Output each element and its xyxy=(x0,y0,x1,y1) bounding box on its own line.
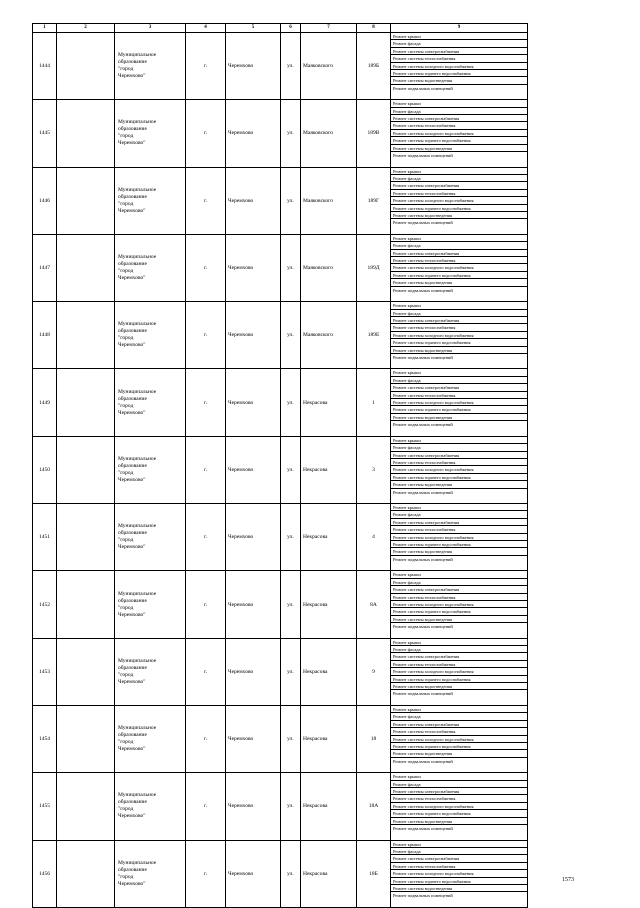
owner-name-line: Черемхово" xyxy=(118,342,146,349)
work-item: Ремонт фасада xyxy=(391,310,527,317)
work-item: Ремонт системы водоотведения xyxy=(391,616,527,623)
work-item: Ремонт фасада xyxy=(391,242,527,249)
work-item: Ремонт системы электроснабжения xyxy=(391,452,527,459)
owner-name xyxy=(115,234,186,301)
work-item: Ремонт системы электроснабжения xyxy=(391,855,527,862)
work-item: Ремонт системы горячего водоснабжения xyxy=(391,70,527,77)
city-name: Черемхово xyxy=(226,167,281,234)
work-item: Ремонт системы водоотведения xyxy=(391,145,527,152)
work-item: Ремонт подвальных помещений xyxy=(393,893,453,899)
street-name: Некрасова xyxy=(301,571,357,638)
street-type: ул. xyxy=(281,167,301,234)
work-item: Ремонт системы электроснабжения xyxy=(391,721,527,728)
work-item: Ремонт системы водоотведения xyxy=(391,548,527,555)
city-type: г. xyxy=(186,436,226,503)
empty-cell xyxy=(57,167,115,234)
city-name: Черемхово xyxy=(226,840,281,907)
work-item: Ремонт системы теплоснабжения xyxy=(391,728,527,735)
work-item: Ремонт системы теплоснабжения xyxy=(391,392,527,399)
header-cell: 9 xyxy=(391,24,528,33)
work-item: Ремонт системы горячего водоснабжения xyxy=(391,339,527,346)
owner-name-line: "город xyxy=(118,133,134,140)
owner-name xyxy=(115,302,186,369)
work-item: Ремонт подвальных помещений xyxy=(393,489,453,495)
street-type: ул. xyxy=(281,504,301,571)
house-number: 189Г xyxy=(357,167,391,234)
owner-name-line: "город xyxy=(118,402,134,409)
owner-name-line: Муниципальное xyxy=(118,792,157,799)
work-item: Ремонт системы электроснабжения xyxy=(391,250,527,257)
register-table xyxy=(32,23,528,908)
owner-name-line: Муниципальное xyxy=(118,254,157,261)
city-name: Черемхово xyxy=(226,705,281,772)
city-name: Черемхово xyxy=(226,302,281,369)
house-number: 189Д xyxy=(357,234,391,301)
street-name: Некрасова xyxy=(301,705,357,772)
row-number: 1454 xyxy=(33,705,57,772)
work-item: Ремонт фасада xyxy=(391,646,527,653)
works-list xyxy=(391,571,528,638)
work-item: Ремонт системы водоотведения xyxy=(391,347,527,354)
street-name: Маяковского xyxy=(301,302,357,369)
street-type: ул. xyxy=(281,369,301,436)
work-item: Ремонт крыши xyxy=(391,706,527,713)
row-number: 1453 xyxy=(33,638,57,705)
street-type: ул. xyxy=(281,302,301,369)
work-item: Ремонт системы горячего водоснабжения xyxy=(391,608,527,615)
owner-name-line: "город xyxy=(118,739,134,746)
work-item: Ремонт системы холодного водоснабжения xyxy=(391,736,527,743)
owner-name-line: образование xyxy=(118,732,147,739)
table-row xyxy=(33,436,528,503)
owner-name-line: "город xyxy=(118,66,134,73)
owner-name xyxy=(115,638,186,705)
empty-cell xyxy=(57,234,115,301)
street-name: Некрасова xyxy=(301,436,357,503)
empty-cell xyxy=(57,302,115,369)
work-item: Ремонт системы теплоснабжения xyxy=(391,55,527,62)
work-item: Ремонт крыши xyxy=(391,33,527,40)
house-number: 8А xyxy=(357,571,391,638)
empty-cell xyxy=(57,840,115,907)
city-type: г. xyxy=(186,571,226,638)
owner-name-line: Муниципальное xyxy=(118,455,157,462)
work-item: Ремонт системы электроснабжения xyxy=(391,115,527,122)
owner-name-line: Муниципальное xyxy=(118,523,157,530)
street-type: ул. xyxy=(281,638,301,705)
owner-name-line: Черемхово" xyxy=(118,678,146,685)
street-name: Маяковского xyxy=(301,234,357,301)
owner-name-line: Черемхово" xyxy=(118,140,146,147)
owner-name xyxy=(115,33,186,100)
empty-cell xyxy=(57,638,115,705)
row-number: 1446 xyxy=(33,167,57,234)
works-list xyxy=(391,638,528,705)
city-type: г. xyxy=(186,504,226,571)
empty-cell xyxy=(57,504,115,571)
work-item: Ремонт системы теплоснабжения xyxy=(391,324,527,331)
owner-name-line: Черемхово" xyxy=(118,73,146,80)
works-list xyxy=(391,167,528,234)
owner-name xyxy=(115,773,186,840)
owner-name-line: образование xyxy=(118,664,147,671)
owner-name-line: Муниципальное xyxy=(118,657,157,664)
owner-name xyxy=(115,436,186,503)
house-number: 4 xyxy=(357,504,391,571)
work-item: Ремонт крыши xyxy=(391,571,527,578)
city-type: г. xyxy=(186,773,226,840)
work-item: Ремонт подвальных помещений xyxy=(393,85,453,91)
table-row xyxy=(33,638,528,705)
owner-name-line: образование xyxy=(118,462,147,469)
house-number: 9 xyxy=(357,638,391,705)
work-item: Ремонт системы горячего водоснабжения xyxy=(391,272,527,279)
work-item: Ремонт крыши xyxy=(391,168,527,175)
table-row xyxy=(33,234,528,301)
owner-name-line: "город xyxy=(118,268,134,275)
work-item: Ремонт подвальных помещений xyxy=(393,691,453,697)
row-number: 1451 xyxy=(33,504,57,571)
house-number: 189Б xyxy=(357,33,391,100)
page-number: 1573 xyxy=(562,877,574,883)
work-item: Ремонт крыши xyxy=(391,639,527,646)
work-item: Ремонт системы водоотведения xyxy=(391,414,527,421)
owner-name-line: "город xyxy=(118,873,134,880)
row-number: 1449 xyxy=(33,369,57,436)
work-item: Ремонт системы теплоснабжения xyxy=(391,795,527,802)
work-item: Ремонт системы водоотведения xyxy=(391,279,527,286)
work-item: Ремонт системы теплоснабжения xyxy=(391,459,527,466)
city-name: Черемхово xyxy=(226,436,281,503)
owner-name xyxy=(115,504,186,571)
work-item: Ремонт фасада xyxy=(391,40,527,47)
table-row xyxy=(33,302,528,369)
work-item: Ремонт фасада xyxy=(391,713,527,720)
work-item: Ремонт фасада xyxy=(391,781,527,788)
owner-name-line: Черемхово" xyxy=(118,880,146,887)
city-name: Черемхово xyxy=(226,571,281,638)
work-item: Ремонт системы теплоснабжения xyxy=(391,661,527,668)
work-item: Ремонт фасада xyxy=(391,579,527,586)
empty-cell xyxy=(57,705,115,772)
house-number: 18А xyxy=(357,773,391,840)
owner-name-line: Черемхово" xyxy=(118,476,146,483)
owner-name-line: образование xyxy=(118,530,147,537)
work-item: Ремонт системы теплоснабжения xyxy=(391,257,527,264)
house-number: 18Б xyxy=(357,840,391,907)
owner-name-line: "город xyxy=(118,335,134,342)
work-item: Ремонт крыши xyxy=(391,437,527,444)
owner-name-line: образование xyxy=(118,395,147,402)
street-name: Некрасова xyxy=(301,840,357,907)
table-row xyxy=(33,705,528,772)
owner-name xyxy=(115,167,186,234)
house-number: 18 xyxy=(357,705,391,772)
work-item: Ремонт системы водоотведения xyxy=(391,212,527,219)
header-cell: 2 xyxy=(57,24,115,33)
work-item: Ремонт крыши xyxy=(391,841,527,848)
street-name: Маяковского xyxy=(301,100,357,167)
owner-name-line: "город xyxy=(118,469,134,476)
city-type: г. xyxy=(186,302,226,369)
work-item: Ремонт подвальных помещений xyxy=(393,153,453,159)
row-number: 1448 xyxy=(33,302,57,369)
work-item: Ремонт системы горячего водоснабжения xyxy=(391,676,527,683)
work-item: Ремонт системы холодного водоснабжения xyxy=(391,264,527,271)
work-item: Ремонт системы водоотведения xyxy=(391,750,527,757)
empty-cell xyxy=(57,33,115,100)
works-list xyxy=(391,773,528,840)
owner-name xyxy=(115,100,186,167)
work-item: Ремонт подвальных помещений xyxy=(393,556,453,562)
street-name: Некрасова xyxy=(301,638,357,705)
empty-cell xyxy=(57,369,115,436)
header-cell: 1 xyxy=(33,24,57,33)
work-item: Ремонт крыши xyxy=(391,302,527,309)
work-item: Ремонт системы электроснабжения xyxy=(391,182,527,189)
works-list xyxy=(391,436,528,503)
owner-name-line: Муниципальное xyxy=(118,321,157,328)
work-item: Ремонт крыши xyxy=(391,504,527,511)
city-type: г. xyxy=(186,705,226,772)
owner-name xyxy=(115,705,186,772)
work-item: Ремонт фасада xyxy=(391,377,527,384)
empty-cell xyxy=(57,436,115,503)
city-name: Черемхово xyxy=(226,100,281,167)
street-name: Маяковского xyxy=(301,33,357,100)
work-item: Ремонт системы электроснабжения xyxy=(391,653,527,660)
empty-cell xyxy=(57,571,115,638)
work-item: Ремонт системы холодного водоснабжения xyxy=(391,601,527,608)
work-item: Ремонт системы горячего водоснабжения xyxy=(391,137,527,144)
owner-name-line: образование xyxy=(118,866,147,873)
street-type: ул. xyxy=(281,840,301,907)
city-type: г. xyxy=(186,167,226,234)
work-item: Ремонт подвальных помещений xyxy=(393,354,453,360)
work-item: Ремонт подвальных помещений xyxy=(393,287,453,293)
work-item: Ремонт системы холодного водоснабжения xyxy=(391,668,527,675)
table-row xyxy=(33,571,528,638)
work-item: Ремонт крыши xyxy=(391,100,527,107)
work-item: Ремонт крыши xyxy=(391,235,527,242)
header-cell: 7 xyxy=(301,24,357,33)
work-item: Ремонт системы горячего водоснабжения xyxy=(391,205,527,212)
work-item: Ремонт фасада xyxy=(391,108,527,115)
work-item: Ремонт системы горячего водоснабжения xyxy=(391,878,527,885)
city-name: Черемхово xyxy=(226,504,281,571)
owner-name-line: "город xyxy=(118,671,134,678)
owner-name-line: образование xyxy=(118,799,147,806)
row-number: 1452 xyxy=(33,571,57,638)
header-cell: 3 xyxy=(115,24,186,33)
work-item: Ремонт системы теплоснабжения xyxy=(391,190,527,197)
owner-name-line: "город xyxy=(118,806,134,813)
work-item: Ремонт подвальных помещений xyxy=(393,826,453,831)
owner-name-line: Черемхово" xyxy=(118,746,146,753)
header-cell: 5 xyxy=(226,24,281,33)
owner-name xyxy=(115,571,186,638)
street-type: ул. xyxy=(281,436,301,503)
row-number: 1455 xyxy=(33,773,57,840)
city-name: Черемхово xyxy=(226,33,281,100)
city-type: г. xyxy=(186,234,226,301)
work-item: Ремонт системы электроснабжения xyxy=(391,48,527,55)
header-row xyxy=(33,24,528,33)
owner-name-line: образование xyxy=(118,261,147,268)
city-type: г. xyxy=(186,840,226,907)
city-type: г. xyxy=(186,369,226,436)
work-item: Ремонт системы холодного водоснабжения xyxy=(391,197,527,204)
owner-name-line: "город xyxy=(118,604,134,611)
works-list xyxy=(391,840,528,907)
table-row xyxy=(33,33,528,100)
table-row xyxy=(33,773,528,840)
row-number: 1444 xyxy=(33,33,57,100)
header-cell: 8 xyxy=(357,24,391,33)
work-item: Ремонт системы электроснабжения xyxy=(391,384,527,391)
works-list xyxy=(391,33,528,100)
owner-name-line: Черемхово" xyxy=(118,611,146,618)
works-list xyxy=(391,234,528,301)
table-row xyxy=(33,167,528,234)
work-item: Ремонт системы электроснабжения xyxy=(391,317,527,324)
work-item: Ремонт системы горячего водоснабжения xyxy=(391,810,527,817)
work-item: Ремонт системы водоотведения xyxy=(391,481,527,488)
work-item: Ремонт подвальных помещений xyxy=(393,220,453,226)
owner-name-line: Черемхово" xyxy=(118,409,146,416)
header-cell: 6 xyxy=(281,24,301,33)
work-item: Ремонт системы холодного водоснабжения xyxy=(391,63,527,70)
work-item: Ремонт системы водоотведения xyxy=(391,818,527,825)
work-item: Ремонт системы теплоснабжения xyxy=(391,863,527,870)
owner-name-line: образование xyxy=(118,597,147,604)
works-list xyxy=(391,369,528,436)
work-item: Ремонт системы теплоснабжения xyxy=(391,526,527,533)
house-number: 1 xyxy=(357,369,391,436)
table-row xyxy=(33,504,528,571)
work-item: Ремонт системы электроснабжения xyxy=(391,586,527,593)
row-number: 1445 xyxy=(33,100,57,167)
work-item: Ремонт подвальных помещений xyxy=(393,422,453,428)
owner-name xyxy=(115,369,186,436)
owner-name-line: Муниципальное xyxy=(118,388,157,395)
work-item: Ремонт фасада xyxy=(391,444,527,451)
street-name: Некрасова xyxy=(301,773,357,840)
work-item: Ремонт фасада xyxy=(391,175,527,182)
work-item: Ремонт подвальных помещений xyxy=(393,758,453,764)
house-number: 3 xyxy=(357,436,391,503)
work-item: Ремонт системы холодного водоснабжения xyxy=(391,534,527,541)
street-type: ул. xyxy=(281,571,301,638)
city-name: Черемхово xyxy=(226,773,281,840)
owner-name-line: Черемхово" xyxy=(118,544,146,551)
work-item: Ремонт системы теплоснабжения xyxy=(391,594,527,601)
table-row xyxy=(33,840,528,907)
work-item: Ремонт крыши xyxy=(391,369,527,376)
owner-name-line: образование xyxy=(118,328,147,335)
row-number: 1450 xyxy=(33,436,57,503)
work-item: Ремонт фасада xyxy=(391,848,527,855)
work-item: Ремонт системы горячего водоснабжения xyxy=(391,406,527,413)
work-item: Ремонт системы холодного водоснабжения xyxy=(391,870,527,877)
works-list xyxy=(391,504,528,571)
work-item: Ремонт системы холодного водоснабжения xyxy=(391,466,527,473)
street-type: ул. xyxy=(281,100,301,167)
city-name: Черемхово xyxy=(226,234,281,301)
work-item: Ремонт подвальных помещений xyxy=(393,624,453,630)
works-list xyxy=(391,302,528,369)
work-item: Ремонт фасада xyxy=(391,511,527,518)
street-name: Маяковского xyxy=(301,167,357,234)
work-item: Ремонт системы холодного водоснабжения xyxy=(391,803,527,810)
work-item: Ремонт системы горячего водоснабжения xyxy=(391,541,527,548)
work-item: Ремонт системы холодного водоснабжения xyxy=(391,130,527,137)
work-item: Ремонт системы горячего водоснабжения xyxy=(391,474,527,481)
work-item: Ремонт системы водоотведения xyxy=(391,885,527,892)
work-item: Ремонт системы водоотведения xyxy=(391,683,527,690)
owner-name-line: "город xyxy=(118,537,134,544)
city-type: г. xyxy=(186,100,226,167)
owner-name-line: Муниципальное xyxy=(118,859,157,866)
owner-name-line: Муниципальное xyxy=(118,119,157,126)
row-number: 1456 xyxy=(33,840,57,907)
owner-name-line: образование xyxy=(118,193,147,200)
owner-name-line: Муниципальное xyxy=(118,590,157,597)
owner-name-line: "город xyxy=(118,200,134,207)
city-type: г. xyxy=(186,33,226,100)
works-list xyxy=(391,100,528,167)
empty-cell xyxy=(57,773,115,840)
owner-name-line: Черемхово" xyxy=(118,275,146,282)
table-row xyxy=(33,100,528,167)
work-item: Ремонт системы горячего водоснабжения xyxy=(391,743,527,750)
empty-cell xyxy=(57,100,115,167)
work-item: Ремонт системы холодного водоснабжения xyxy=(391,332,527,339)
street-type: ул. xyxy=(281,234,301,301)
table-body xyxy=(33,33,528,908)
city-name: Черемхово xyxy=(226,369,281,436)
owner-name-line: Черемхово" xyxy=(118,207,146,214)
street-type: ул. xyxy=(281,33,301,100)
work-item: Ремонт системы электроснабжения xyxy=(391,519,527,526)
works-list xyxy=(391,705,528,772)
city-name: Черемхово xyxy=(226,638,281,705)
owner-name-line: образование xyxy=(118,126,147,133)
street-type: ул. xyxy=(281,773,301,840)
owner-name-line: Муниципальное xyxy=(118,52,157,59)
table-row xyxy=(33,369,528,436)
owner-name-line: Муниципальное xyxy=(118,725,157,732)
row-number: 1447 xyxy=(33,234,57,301)
street-name: Некрасова xyxy=(301,369,357,436)
owner-name-line: Черемхово" xyxy=(118,813,146,820)
street-name: Некрасова xyxy=(301,504,357,571)
owner-name-line: Муниципальное xyxy=(118,186,157,193)
work-item: Ремонт крыши xyxy=(391,773,527,780)
work-item: Ремонт системы теплоснабжения xyxy=(391,122,527,129)
work-item: Ремонт системы электроснабжения xyxy=(391,788,527,795)
street-type: ул. xyxy=(281,705,301,772)
city-type: г. xyxy=(186,638,226,705)
owner-name xyxy=(115,840,186,907)
house-number: 189Е xyxy=(357,302,391,369)
work-item: Ремонт системы холодного водоснабжения xyxy=(391,399,527,406)
header-cell: 4 xyxy=(186,24,226,33)
work-item: Ремонт системы водоотведения xyxy=(391,77,527,84)
house-number: 189В xyxy=(357,100,391,167)
owner-name-line: образование xyxy=(118,59,147,66)
